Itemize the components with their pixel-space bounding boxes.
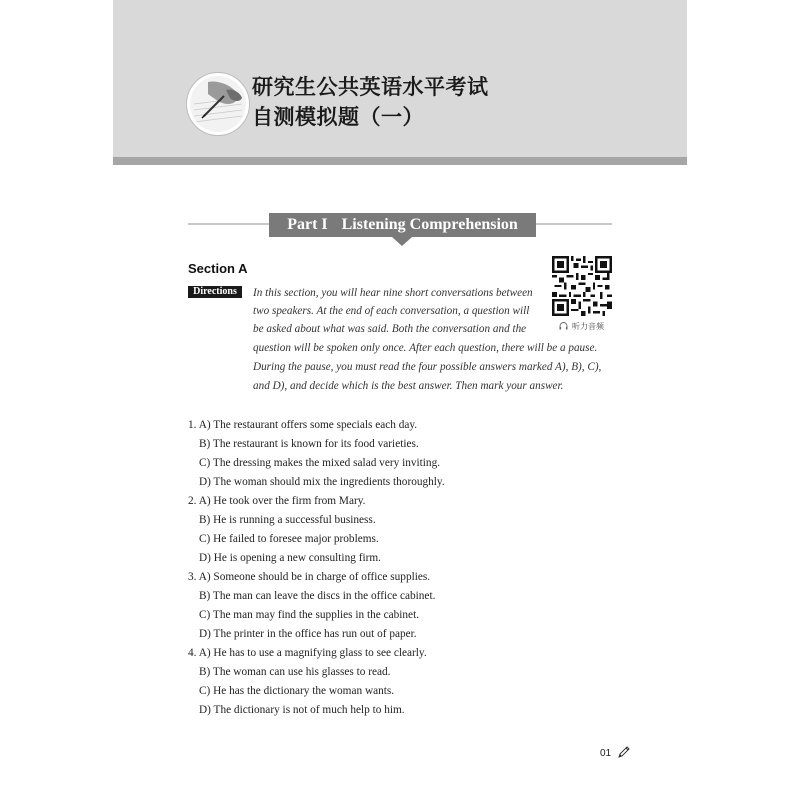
answer-option[interactable]: C) The dressing makes the mixed salad very inviting.	[199, 457, 441, 469]
directions-line: question will be spoken only once. After each question, there will be a pause.	[253, 342, 598, 354]
answer-option[interactable]: B) The restaurant is known for its food varieties.	[199, 438, 419, 450]
question-item	[188, 645, 427, 661]
question-number: 2.	[188, 495, 197, 507]
qr-caption-text: 听力音频	[572, 322, 604, 331]
answer-option[interactable]: B) The woman can use his glasses to read.	[199, 666, 391, 678]
question-number: 1.	[188, 419, 197, 431]
qr-code-icon[interactable]	[552, 256, 612, 316]
answer-option[interactable]: B) He is running a successful business.	[199, 514, 376, 526]
pencil-icon	[617, 745, 631, 759]
question-item	[188, 569, 430, 585]
answer-option[interactable]: B) The man can leave the discs in the office cabinet.	[199, 590, 436, 602]
answer-option[interactable]: A) He took over the firm from Mary.	[198, 495, 366, 507]
directions-line: be asked about what was said. Both the conversation and the	[253, 323, 527, 335]
answer-option[interactable]: D) The printer in the office has run out of paper.	[199, 628, 417, 640]
headphone-icon	[559, 322, 568, 330]
answer-option[interactable]: D) The dictionary is not of much help to him.	[199, 704, 405, 716]
answer-option[interactable]: C) He failed to foresee major problems.	[199, 533, 379, 545]
question-number: 4.	[188, 647, 197, 659]
question-item	[188, 417, 417, 433]
answer-option[interactable]: D) The woman should mix the ingredients thoroughly.	[199, 476, 445, 488]
part-label: Part I	[287, 216, 328, 233]
question-number: 3.	[188, 571, 197, 583]
directions-line: In this section, you will hear nine short conversations between	[253, 287, 533, 299]
qr-caption	[559, 321, 604, 332]
answer-option[interactable]: A) He has to use a magnifying glass to see clearly.	[198, 647, 427, 659]
directions-line: During the pause, you must read the four possible answers marked A), B), C),	[253, 361, 602, 373]
header-stripe	[113, 157, 687, 165]
section-title: Section A	[188, 261, 248, 276]
part-title: Listening Comprehension	[341, 216, 518, 233]
directions-badge: Directions	[188, 286, 242, 298]
answer-option[interactable]: D) He is opening a new consulting firm.	[199, 552, 381, 564]
answer-option[interactable]: C) The man may find the supplies in the cabinet.	[199, 609, 420, 621]
page-number: 01	[600, 748, 612, 759]
answer-option[interactable]: A) The restaurant offers some specials each day.	[198, 419, 418, 431]
directions-line: two speakers. At the end of each conversation, a question will	[253, 305, 530, 317]
part-banner-arrow	[392, 237, 412, 246]
part-banner	[269, 213, 536, 237]
question-item	[188, 493, 365, 509]
page-title-line2: 自测模拟题（一）	[252, 105, 424, 129]
directions-line: and D), and decide which is the best answer. Then mark your answer.	[253, 380, 564, 392]
page-title	[252, 72, 489, 132]
answer-option[interactable]: A) Someone should be in charge of office supplies.	[198, 571, 431, 583]
hand-writing-photo-icon	[187, 73, 249, 135]
answer-option[interactable]: C) He has the dictionary the woman wants.	[199, 685, 395, 697]
page-title-line1: 研究生公共英语水平考试	[252, 75, 489, 99]
